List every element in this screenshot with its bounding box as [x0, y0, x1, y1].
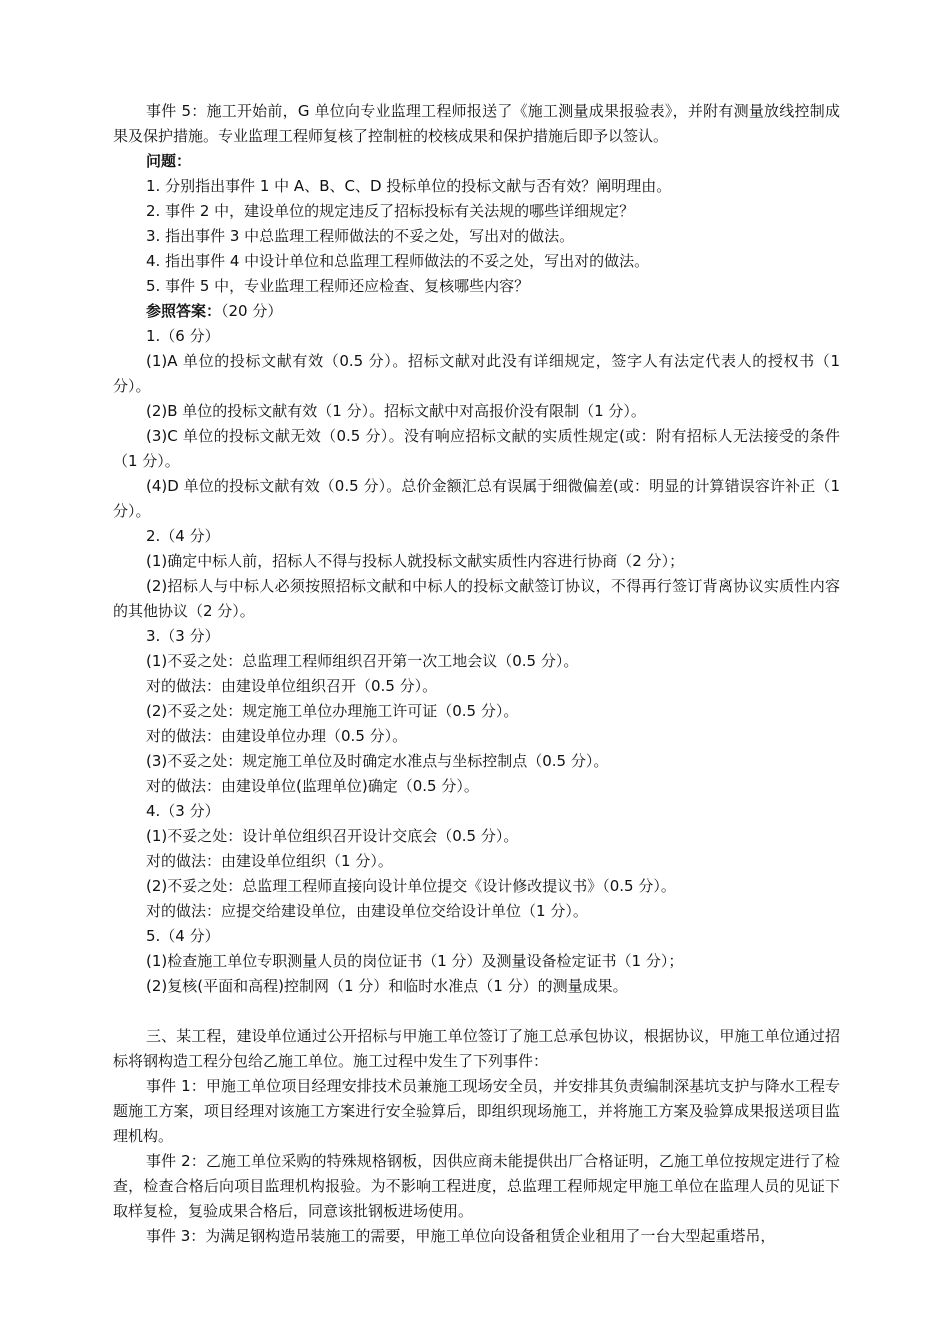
answer-3-item: (2)不妥之处：规定施工单位办理施工许可证（0.5 分）。 [146, 702, 519, 720]
answer-1-item: (3)C 单位的投标文献无效（0.5 分）。没有响应招标文献的实质性规定(或：附有招标人无法接受的条件（1 分）。 [113, 427, 840, 470]
question-5: 5. 事件 5 中，专业监理工程师还应检查、复核哪些内容？ [146, 277, 530, 295]
section-3-event-1: 事件 1：甲施工单位项目经理安排技术员兼施工现场安全员，并安排其负责编制深基坑支护与降水工程专题施工方案，项目经理对该施工方案进行安全验算后，即组织现场施工，并将施工方案及验算成果报送项目监理机构。 [113, 1077, 840, 1145]
answer-3-heading: 3.（3 分） [146, 627, 220, 645]
answer-5-item: (1)检查施工单位专职测量人员的岗位证书（1 分）及测量设备检定证书（1 分）； [146, 952, 684, 970]
answer-3-item: 对的做法：由建设单位组织召开（0.5 分）。 [146, 677, 438, 695]
section-3-event-3: 事件 3：为满足钢构造吊装施工的需要，甲施工单位向设备租赁企业租用了一台大型起重塔吊， [146, 1227, 776, 1245]
answer-1-item: (4)D 单位的投标文献有效（0.5 分）。总价金额汇总有误属于细微偏差(或：明显的计算错误容许补正（1 分）。 [113, 477, 840, 520]
answer-4-item: 对的做法：由建设单位组织（1 分）。 [146, 852, 393, 870]
answer-1-item: (2)B 单位的投标文献有效（1 分）。招标文献中对高报价没有限制（1 分）。 [146, 402, 646, 420]
answer-4-item: (1)不妥之处：设计单位组织召开设计交底会（0.5 分）。 [146, 827, 519, 845]
question-2: 2. 事件 2 中，建设单位的规定违反了招标投标有关法规的哪些详细规定？ [146, 202, 635, 220]
answer-4-item: 对的做法：应提交给建设单位，由建设单位交给设计单位（1 分）。 [146, 902, 588, 920]
answer-2-item: (2)招标人与中标人必须按照招标文献和中标人的投标文献签订协议，不得再行签订背离协议实质性内容的其他协议（2 分）。 [113, 577, 840, 620]
answer-3-item: (3)不妥之处：规定施工单位及时确定水准点与坐标控制点（0.5 分）。 [146, 752, 609, 770]
answer-5-item: (2)复核(平面和高程)控制网（1 分）和临时水准点（1 分）的测量成果。 [146, 977, 628, 995]
question-1: 1. 分别指出事件 1 中 A、B、C、D 投标单位的投标文献与否有效？阐明理由。 [146, 177, 672, 195]
section-3-event-2: 事件 2：乙施工单位采购的特殊规格钢板，因供应商未能提供出厂合格证明，乙施工单位按规定进行了检查，检查合格后向项目监理机构报验。为不影响工程进度，总监理工程师规定甲施工单位在监理人员的见证下取样复检，复验成果合格后，同意该批钢板进场使用。 [113, 1152, 840, 1220]
answer-1-item: (1)A 单位的投标文献有效（0.5 分）。招标文献对此没有详细规定，签字人有法定代表人的授权书（1 分）。 [113, 352, 840, 395]
answer-heading [113, 299, 840, 324]
section-3-intro: 三、某工程，建设单位通过公开招标与甲施工单位签订了施工总承包协议，根据协议，甲施工单位通过招标将钢构造工程分包给乙施工单位。施工过程中发生了下列事件： [113, 1027, 840, 1070]
answer-5-heading: 5.（4 分） [146, 927, 220, 945]
paragraph-spacer [113, 999, 840, 1024]
answer-2-item: (1)确定中标人前，招标人不得与投标人就投标文献实质性内容进行协商（2 分）； [146, 552, 685, 570]
answer-1-heading: 1.（6 分） [146, 327, 220, 345]
answer-4-item: (2)不妥之处：总监理工程师直接向设计单位提交《设计修改提议书》（0.5 分）。 [146, 877, 676, 895]
questions-heading: 问题： [146, 152, 192, 170]
event-5-paragraph: 事件 5：施工开始前，G 单位向专业监理工程师报送了《施工测量成果报验表》，并附有测量放线控制成果及保护措施。专业监理工程师复核了控制桩的校核成果和保护措施后即予以签认。 [113, 102, 840, 145]
question-3: 3. 指出事件 3 中总监理工程师做法的不妥之处，写出对的做法。 [146, 227, 575, 245]
answer-3-item: (1)不妥之处：总监理工程师组织召开第一次工地会议（0.5 分）。 [146, 652, 579, 670]
answer-3-item: 对的做法：由建设单位(监理单位)确定（0.5 分）。 [146, 777, 479, 795]
answer-3-item: 对的做法：由建设单位办理（0.5 分）。 [146, 727, 408, 745]
answer-total-score: （20 分） [221, 302, 283, 320]
answer-4-heading: 4.（3 分） [146, 802, 220, 820]
answer-2-heading: 2.（4 分） [146, 527, 220, 545]
answer-title: 参照答案： [146, 302, 222, 320]
document-body [113, 99, 840, 1249]
question-4: 4. 指出事件 4 中设计单位和总监理工程师做法的不妥之处，写出对的做法。 [146, 252, 650, 270]
